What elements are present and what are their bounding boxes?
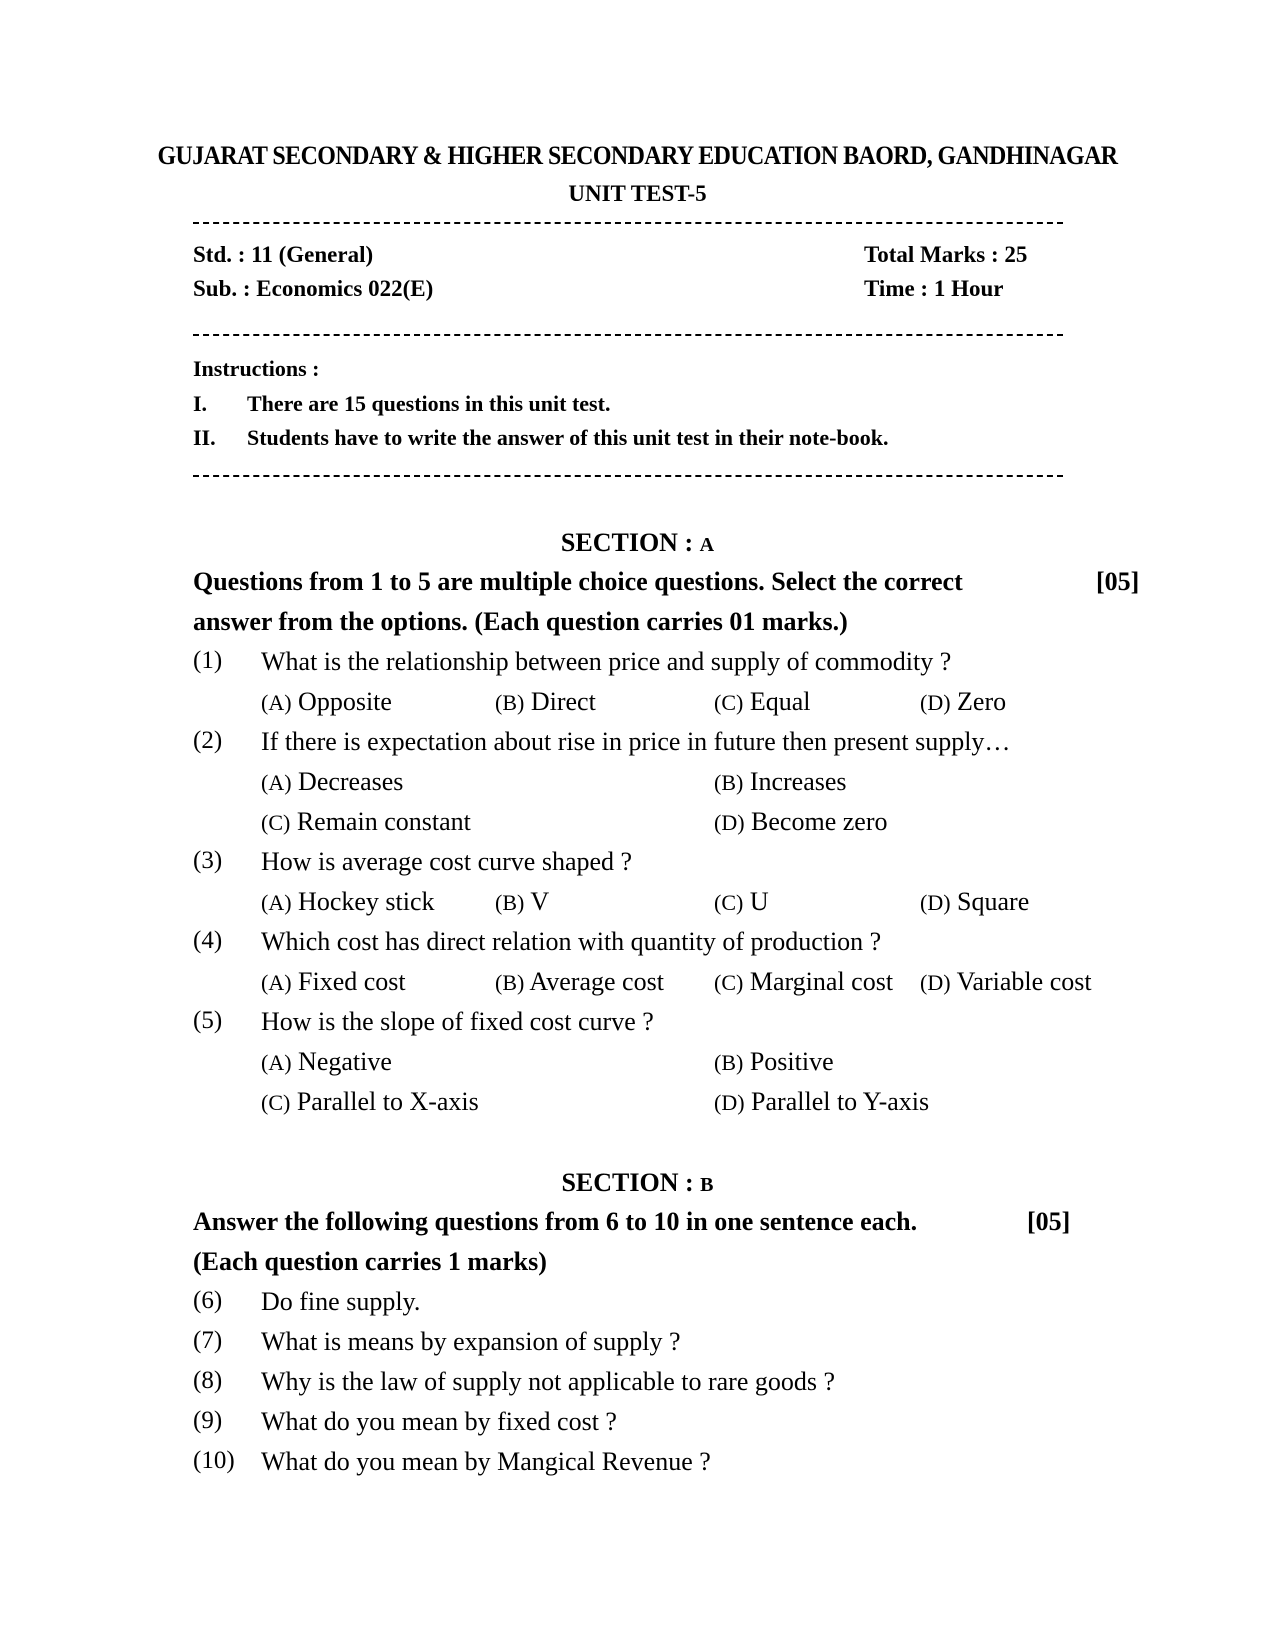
option: (D) Zero	[920, 687, 1007, 716]
option: (D) Become zero	[714, 807, 888, 836]
question-text: What is the relationship between price and supply of commodity ?	[261, 647, 952, 676]
option: (A) Negative	[261, 1047, 392, 1076]
section-a-intro: answer from the options. (Each question carries 01 marks.)	[193, 607, 848, 636]
instruction-number: II.	[193, 425, 216, 450]
option: (B) Increases	[714, 767, 847, 796]
instruction-text: Students have to write the answer of this unit test in their note-book.	[247, 425, 889, 450]
option: (B) Average cost	[495, 967, 664, 996]
instruction-number: I.	[193, 391, 208, 416]
question-number: (7)	[193, 1327, 223, 1354]
option: (D) Variable cost	[920, 967, 1092, 996]
question-text: If there is expectation about rise in price in future then present supply…	[261, 727, 1011, 756]
option: (B) V	[495, 887, 550, 916]
board-title: GUJARAT SECONDARY & HIGHER SECONDARY EDUCATION BAORD, GANDHINAGAR	[157, 141, 1118, 170]
question-number: (2)	[193, 727, 223, 754]
divider	[193, 334, 1063, 336]
question-number: (6)	[193, 1287, 223, 1314]
option: (D) Parallel to Y-axis	[714, 1087, 930, 1116]
divider	[193, 222, 1063, 224]
question-text: What is means by expansion of supply ?	[261, 1327, 681, 1356]
option: (A) Fixed cost	[261, 967, 406, 996]
section-b-heading: SECTION : B	[561, 1168, 714, 1197]
section-a-marks: [05]	[1096, 567, 1140, 596]
option: (A) Opposite	[261, 687, 392, 716]
question-number: (9)	[193, 1407, 223, 1434]
option: (C) Remain constant	[261, 807, 471, 836]
question-number: (1)	[193, 647, 223, 674]
section-b-marks: [05]	[1027, 1207, 1071, 1236]
question-text: Which cost has direct relation with quantity of production ?	[261, 927, 882, 956]
instructions-title: Instructions :	[193, 356, 320, 381]
question-number: (10)	[193, 1447, 235, 1474]
question-text: Do fine supply.	[261, 1287, 421, 1316]
question-text: Why is the law of supply not applicable to rare goods ?	[261, 1367, 836, 1396]
question-number: (8)	[193, 1367, 223, 1394]
subject-label: Sub. : Economics 022(E)	[193, 276, 434, 301]
question-number: (4)	[193, 927, 223, 954]
option: (B) Positive	[714, 1047, 834, 1076]
option: (A) Hockey stick	[261, 887, 435, 916]
time-label: Time : 1 Hour	[864, 276, 1004, 301]
question-text: What do you mean by fixed cost ?	[261, 1407, 617, 1436]
section-a-intro: Questions from 1 to 5 are multiple choice questions. Select the correct	[193, 567, 963, 596]
option: (C) U	[714, 887, 769, 916]
option: (A) Decreases	[261, 767, 404, 796]
instruction-text: There are 15 questions in this unit test.	[247, 391, 611, 416]
option: (C) Marginal cost	[714, 967, 894, 996]
section-a-heading: SECTION : A	[560, 528, 715, 557]
section-b-intro: (Each question carries 1 marks)	[193, 1247, 547, 1276]
test-title: UNIT TEST-5	[568, 181, 707, 206]
option: (C) Equal	[714, 687, 811, 716]
option: (D) Square	[920, 887, 1030, 916]
question-text: What do you mean by Mangical Revenue ?	[261, 1447, 711, 1476]
total-marks: Total Marks : 25	[864, 242, 1028, 267]
question-text: How is the slope of fixed cost curve ?	[261, 1007, 654, 1036]
divider	[193, 475, 1063, 477]
section-b-intro: Answer the following questions from 6 to 10 in one sentence each.	[193, 1207, 918, 1236]
question-number: (3)	[193, 847, 223, 874]
option: (B) Direct	[495, 687, 596, 716]
question-text: How is average cost curve shaped ?	[261, 847, 633, 876]
option: (C) Parallel to X-axis	[261, 1087, 479, 1116]
std-label: Std. : 11 (General)	[193, 242, 374, 267]
question-number: (5)	[193, 1007, 223, 1034]
